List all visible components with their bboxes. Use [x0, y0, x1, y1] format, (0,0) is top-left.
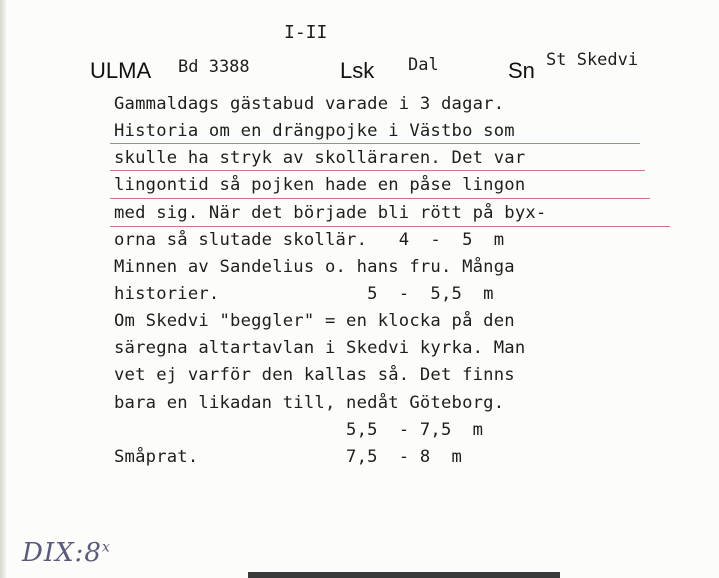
text-line: 5,5 - 7,5 m — [114, 420, 484, 440]
highlight-underline — [110, 198, 650, 199]
lsk-value: Dal — [408, 55, 439, 75]
text-line: bara en likadan till, nedåt Göteborg. — [114, 393, 505, 413]
text-line: Minnen av Sandelius o. hans fru. Många — [114, 257, 515, 277]
text-line: historier. 5 - 5,5 m — [114, 284, 494, 304]
card-left-edge — [0, 0, 6, 578]
text-line: med sig. När det började bli rött på byx- — [114, 203, 547, 223]
highlight-underline — [110, 143, 640, 144]
text-line: Småprat. 7,5 - 8 m — [114, 447, 463, 467]
handwritten-signature: DIX:8$^x$ — [22, 538, 111, 568]
sn-value: St Skedvi — [546, 50, 639, 70]
text-line: lingontid så pojken hade en påse lingon — [114, 175, 526, 195]
text-line: Historia om en drängpojke i Västbo som — [114, 121, 515, 141]
text-line: Gammaldags gästabud varade i 3 dagar. — [114, 94, 505, 114]
bd-value: Bd 3388 — [178, 57, 250, 77]
card-title: I-II — [284, 22, 328, 43]
text-line: Om Skedvi "beggler" = en klocka på den — [114, 311, 515, 331]
sn-label: Sn — [508, 58, 535, 83]
text-line: vet ej varför den kallas så. Det finns — [114, 365, 515, 385]
highlight-underline — [110, 170, 645, 171]
lsk-label: Lsk — [340, 58, 375, 83]
text-line: säregna altartavlan i Skedvi kyrka. Man — [114, 338, 526, 358]
text-line: orna så slutade skollär. 4 - 5 m — [114, 230, 505, 250]
archive-label: ULMA — [90, 58, 152, 83]
card-bottom-edge — [248, 572, 560, 578]
highlight-underline — [110, 226, 670, 227]
signature-text: DIX:8 — [22, 538, 102, 568]
text-line: skulle ha stryk av skolläraren. Det var — [114, 148, 526, 168]
